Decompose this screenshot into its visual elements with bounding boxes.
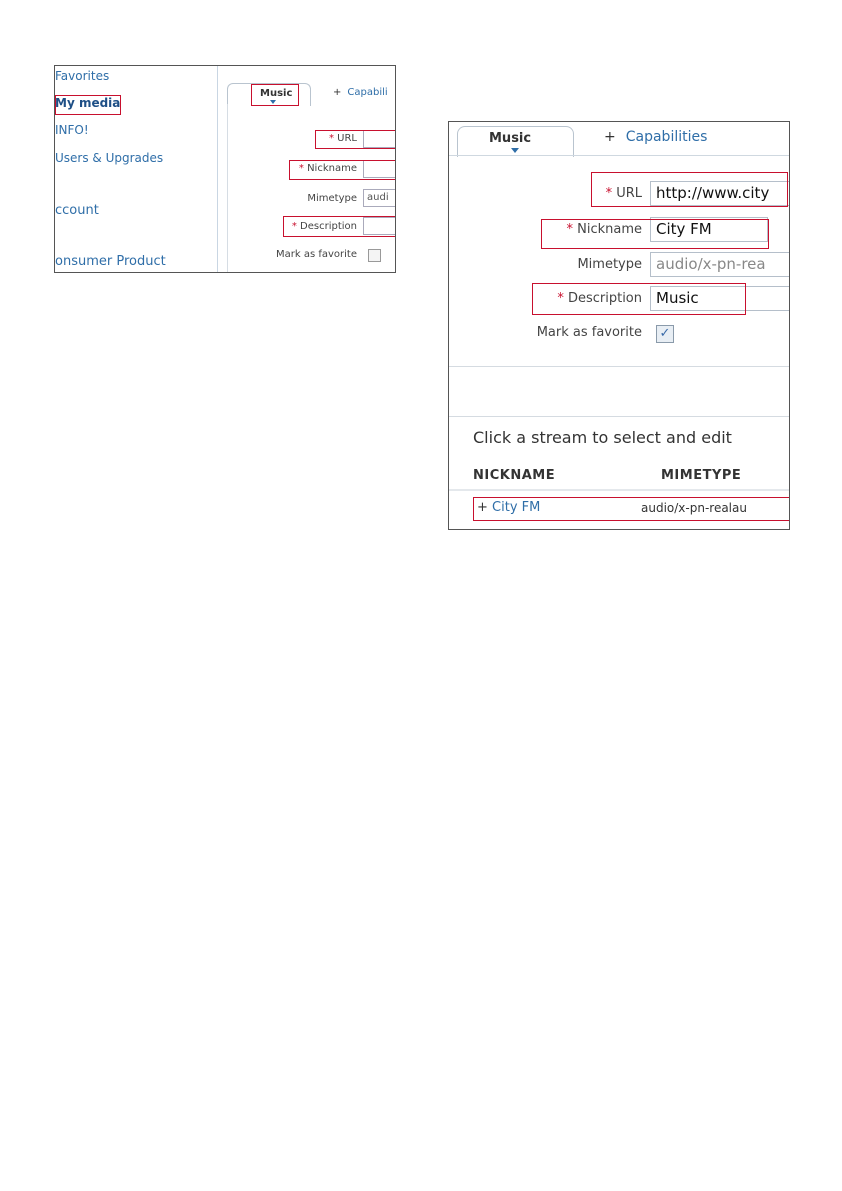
description-label-text: Description — [300, 221, 357, 232]
nickname-label — [566, 222, 642, 237]
tab-music-arrow-icon — [511, 148, 519, 153]
mimetype-input[interactable]: audi — [363, 189, 396, 207]
description-input[interactable] — [363, 217, 396, 235]
mimetype-input[interactable]: audio/x-pn-rea — [650, 252, 790, 277]
favorite-checkbox[interactable]: ✓ — [656, 325, 674, 343]
required-marker: * — [328, 133, 334, 144]
url-input[interactable]: http://www.city — [650, 181, 790, 206]
plus-icon: + — [333, 87, 342, 98]
url-label-text: URL — [616, 186, 642, 201]
tab-bar-divider — [449, 155, 789, 156]
required-marker: * — [605, 186, 613, 201]
sidebar-item-info[interactable]: INFO! — [55, 123, 89, 137]
sidebar — [55, 66, 217, 272]
sidebar-item-favorites[interactable]: Favorites — [55, 69, 110, 83]
sidebar-divider — [217, 66, 218, 272]
nickname-input[interactable] — [363, 160, 396, 178]
url-label-text: URL — [337, 133, 357, 144]
stream-list-title: Click a stream to select and edit — [473, 428, 732, 447]
required-marker: * — [298, 163, 304, 174]
nickname-label-text: Nickname — [577, 222, 642, 237]
required-marker: * — [566, 222, 573, 237]
description-input[interactable]: Music — [650, 286, 790, 311]
description-label-text: Description — [567, 291, 642, 306]
description-label — [557, 291, 642, 306]
required-marker: * — [291, 221, 297, 232]
nickname-label — [299, 163, 357, 174]
tab-capabilities-label: Capabilities — [625, 129, 708, 145]
column-header-nickname[interactable]: NICKNAME — [473, 468, 556, 483]
stream-nickname-link[interactable]: City FM — [492, 500, 541, 515]
favorite-label: Mark as favorite — [536, 325, 642, 340]
screenshot-music-form — [448, 121, 790, 530]
tab-music-label: Music — [260, 88, 293, 99]
url-label — [606, 186, 642, 201]
tab-capabilities[interactable] — [604, 129, 707, 145]
url-input[interactable] — [363, 130, 396, 148]
stream-row-mimetype: audio/x-pn-realau — [641, 501, 747, 515]
plus-icon: + — [477, 500, 488, 515]
nickname-input[interactable]: City FM — [650, 217, 768, 242]
sidebar-item-my-media[interactable]: My media — [55, 96, 121, 110]
mimetype-label: Mimetype — [577, 257, 642, 272]
header-divider — [449, 489, 789, 491]
column-header-mimetype[interactable]: MIMETYPE — [661, 468, 742, 483]
stream-row-nickname[interactable] — [477, 500, 540, 515]
tab-capabilities-label: Capabili — [347, 87, 388, 98]
sidebar-item-account[interactable]: ccount — [55, 203, 99, 218]
url-label — [329, 133, 357, 144]
description-label — [292, 221, 357, 232]
sidebar-item-users-upgrades[interactable]: Users & Upgrades — [55, 151, 164, 165]
tab-music-arrow-icon — [270, 100, 276, 104]
nickname-label-text: Nickname — [307, 163, 357, 174]
sidebar-item-consumer-product[interactable]: onsumer Product — [55, 254, 166, 269]
favorite-checkbox[interactable] — [368, 249, 381, 262]
tab-music-label: Music — [489, 131, 532, 146]
plus-icon: + — [604, 129, 616, 145]
screenshot-my-media-overview — [54, 65, 396, 273]
panel-border — [227, 104, 228, 272]
favorite-label: Mark as favorite — [275, 249, 357, 260]
mimetype-label: Mimetype — [307, 193, 357, 204]
tab-capabilities[interactable] — [333, 87, 388, 98]
section-divider — [449, 366, 789, 367]
section-divider — [449, 416, 789, 417]
required-marker: * — [557, 291, 564, 306]
